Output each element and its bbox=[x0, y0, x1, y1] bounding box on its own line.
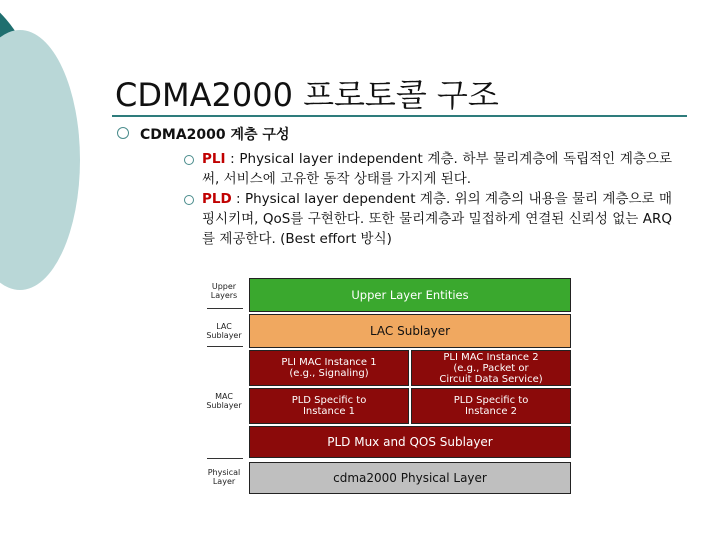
pli-mac-instance-2-box bbox=[411, 350, 571, 386]
box-line: (e.g., Signaling) bbox=[289, 368, 369, 379]
side-label-mac: MAC Sublayer bbox=[206, 392, 242, 410]
divider bbox=[207, 308, 243, 309]
bullet-item-key: PLI bbox=[202, 151, 226, 167]
pld-instance-2-box bbox=[411, 388, 571, 424]
pld-instance-1-box bbox=[249, 388, 409, 424]
divider bbox=[207, 458, 243, 459]
slide-title: CDMA2000 프로토콜 구조 bbox=[115, 76, 499, 114]
protocol-stack-diagram bbox=[205, 270, 575, 496]
bullet-circle-icon bbox=[117, 127, 129, 139]
upper-layer-entities-box: Upper Layer Entities bbox=[249, 278, 571, 312]
title-underline bbox=[112, 115, 687, 117]
bullet-circle-icon bbox=[184, 155, 194, 165]
bullet-main-text: CDMA2000 계층 구성 bbox=[140, 127, 290, 143]
bullet-item-pli bbox=[202, 149, 672, 189]
bullet-item-key: PLD bbox=[202, 191, 232, 207]
side-label-lac: LAC Sublayer bbox=[206, 322, 242, 340]
decorative-shape-light bbox=[0, 30, 80, 290]
box-line: Circuit Data Service) bbox=[439, 373, 543, 385]
pld-mux-qos-box: PLD Mux and QOS Sublayer bbox=[249, 426, 571, 458]
bullet-item-pld bbox=[202, 189, 672, 249]
side-label-physical: Physical Layer bbox=[207, 468, 241, 486]
box-line: PLI MAC Instance 2 bbox=[443, 351, 539, 363]
bullet-item-text: : Physical layer independent 계층. 하부 물리계층에 독립적인 계층으로써, 서비스에 고유한 동작 상태를 가지게 된다. bbox=[202, 151, 672, 187]
physical-layer-box: cdma2000 Physical Layer bbox=[249, 462, 571, 494]
pli-mac-instance-1-box bbox=[249, 350, 409, 386]
side-label-upper: Upper Layers bbox=[210, 282, 238, 300]
bullet-item-text: : Physical layer dependent 계층. 위의 계층의 내용을 물리 계층으로 매핑시키며, QoS를 구현한다. 또한 물리계층과 밀접하게 연결된 신뢰성 없는 ARQ를 제공한다. (Best effort 방식) bbox=[202, 191, 672, 247]
box-line: (e.g., Packet or bbox=[453, 362, 529, 374]
box-line: PLD Specific to bbox=[291, 395, 367, 406]
bullet-circle-icon bbox=[184, 195, 194, 205]
box-line: PLD Specific to bbox=[453, 395, 529, 406]
lac-sublayer-box: LAC Sublayer bbox=[249, 314, 571, 348]
box-line: PLI MAC Instance 1 bbox=[281, 357, 377, 368]
divider bbox=[207, 346, 243, 347]
box-line: Instance 1 bbox=[302, 406, 356, 417]
box-line: Instance 2 bbox=[464, 406, 518, 417]
